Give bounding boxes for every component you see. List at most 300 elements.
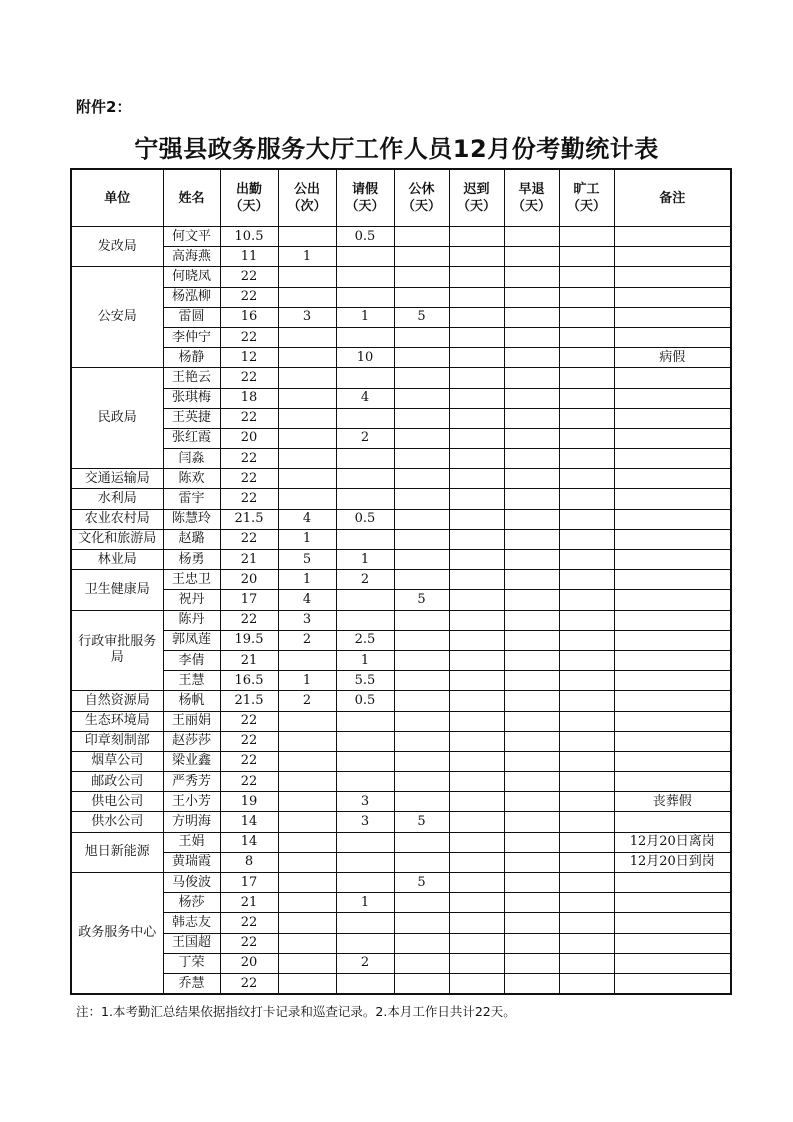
early-leave-cell xyxy=(504,489,559,509)
table-row xyxy=(71,973,731,994)
absence-cell xyxy=(559,792,614,812)
table-row xyxy=(71,630,731,650)
leave-cell xyxy=(336,852,394,872)
remark-cell xyxy=(614,630,731,650)
leave-cell xyxy=(336,247,394,267)
early-leave-cell xyxy=(504,348,559,368)
absence-cell xyxy=(559,650,614,670)
early-leave-cell xyxy=(504,953,559,973)
leave-cell xyxy=(336,913,394,933)
leave-cell xyxy=(336,449,394,469)
leave-cell xyxy=(336,469,394,489)
remark-cell xyxy=(614,590,731,610)
late-cell xyxy=(449,489,504,509)
remark-cell xyxy=(614,953,731,973)
business-trip-cell xyxy=(278,348,336,368)
leave-cell: 4 xyxy=(336,388,394,408)
business-trip-cell xyxy=(278,489,336,509)
late-cell xyxy=(449,630,504,650)
remark-cell: 丧葬假 xyxy=(614,792,731,812)
table-row xyxy=(71,408,731,428)
leave-cell: 2 xyxy=(336,953,394,973)
unit-cell: 政务服务中心 xyxy=(71,873,163,995)
leave-cell xyxy=(336,731,394,751)
unit-cell: 烟草公司 xyxy=(71,751,163,771)
absence-cell xyxy=(559,428,614,448)
late-cell xyxy=(449,287,504,307)
business-trip-cell xyxy=(278,267,336,287)
rest-cell xyxy=(394,368,449,388)
table-row xyxy=(71,852,731,872)
leave-cell: 0.5 xyxy=(336,691,394,711)
early-leave-cell xyxy=(504,630,559,650)
attendance-cell: 22 xyxy=(220,913,278,933)
early-leave-cell xyxy=(504,913,559,933)
leave-cell xyxy=(336,368,394,388)
leave-cell: 1 xyxy=(336,650,394,670)
leave-cell xyxy=(336,751,394,771)
table-row xyxy=(71,772,731,792)
unit-cell: 发改局 xyxy=(71,227,163,267)
name-cell: 雷圆 xyxy=(163,307,220,327)
leave-cell xyxy=(336,772,394,792)
attendance-cell: 18 xyxy=(220,388,278,408)
remark-cell xyxy=(614,509,731,529)
early-leave-cell xyxy=(504,550,559,570)
leave-cell xyxy=(336,489,394,509)
absence-cell xyxy=(559,691,614,711)
name-cell: 高海燕 xyxy=(163,247,220,267)
table-row xyxy=(71,267,731,287)
remark-cell xyxy=(614,671,731,691)
table-row xyxy=(71,953,731,973)
early-leave-cell xyxy=(504,893,559,913)
late-cell xyxy=(449,428,504,448)
late-cell xyxy=(449,388,504,408)
business-trip-cell xyxy=(278,852,336,872)
unit-cell: 林业局 xyxy=(71,550,163,570)
leave-cell: 1 xyxy=(336,307,394,327)
column-header-attendance: 出勤 （天） xyxy=(220,169,278,227)
attendance-cell: 22 xyxy=(220,711,278,731)
rest-cell xyxy=(394,267,449,287)
table-row xyxy=(71,287,731,307)
attendance-cell: 22 xyxy=(220,610,278,630)
leave-cell: 0.5 xyxy=(336,509,394,529)
absence-cell xyxy=(559,671,614,691)
remark-cell xyxy=(614,327,731,347)
name-cell: 郭凤莲 xyxy=(163,630,220,650)
unit-cell: 公安局 xyxy=(71,267,163,368)
absence-cell xyxy=(559,327,614,347)
early-leave-cell xyxy=(504,731,559,751)
early-leave-cell xyxy=(504,933,559,953)
late-cell xyxy=(449,711,504,731)
attendance-cell: 21 xyxy=(220,893,278,913)
absence-cell xyxy=(559,348,614,368)
leave-cell xyxy=(336,529,394,549)
absence-cell xyxy=(559,630,614,650)
remark-cell xyxy=(614,751,731,771)
business-trip-cell xyxy=(278,428,336,448)
table-row xyxy=(71,449,731,469)
remark-cell xyxy=(614,650,731,670)
late-cell xyxy=(449,812,504,832)
attendance-cell: 21 xyxy=(220,650,278,670)
name-cell: 杨泓柳 xyxy=(163,287,220,307)
table-row xyxy=(71,832,731,852)
absence-cell xyxy=(559,247,614,267)
table-row xyxy=(71,751,731,771)
leave-cell xyxy=(336,267,394,287)
late-cell xyxy=(449,772,504,792)
leave-cell xyxy=(336,287,394,307)
early-leave-cell xyxy=(504,711,559,731)
table-body xyxy=(71,227,731,995)
remark-cell xyxy=(614,873,731,893)
rest-cell xyxy=(394,610,449,630)
name-cell: 雷宇 xyxy=(163,489,220,509)
column-header-remark: 备注 xyxy=(614,169,731,227)
absence-cell xyxy=(559,731,614,751)
rest-cell xyxy=(394,711,449,731)
remark-cell xyxy=(614,731,731,751)
table-row xyxy=(71,610,731,630)
absence-cell xyxy=(559,550,614,570)
table-row xyxy=(71,812,731,832)
early-leave-cell xyxy=(504,287,559,307)
unit-cell: 生态环境局 xyxy=(71,711,163,731)
remark-cell xyxy=(614,913,731,933)
table-row xyxy=(71,691,731,711)
leave-cell xyxy=(336,973,394,994)
rest-cell xyxy=(394,428,449,448)
attendance-cell: 22 xyxy=(220,973,278,994)
business-trip-cell xyxy=(278,731,336,751)
attendance-cell: 11 xyxy=(220,247,278,267)
table-row xyxy=(71,327,731,347)
name-cell: 陈丹 xyxy=(163,610,220,630)
early-leave-cell xyxy=(504,590,559,610)
late-cell xyxy=(449,610,504,630)
remark-cell xyxy=(614,449,731,469)
absence-cell xyxy=(559,368,614,388)
remark-cell xyxy=(614,267,731,287)
remark-cell xyxy=(614,489,731,509)
business-trip-cell xyxy=(278,913,336,933)
early-leave-cell xyxy=(504,509,559,529)
rest-cell: 5 xyxy=(394,307,449,327)
rest-cell xyxy=(394,852,449,872)
remark-cell xyxy=(614,933,731,953)
business-trip-cell xyxy=(278,953,336,973)
business-trip-cell xyxy=(278,812,336,832)
remark-cell xyxy=(614,307,731,327)
name-cell: 王艳云 xyxy=(163,368,220,388)
table-row xyxy=(71,428,731,448)
early-leave-cell xyxy=(504,428,559,448)
early-leave-cell xyxy=(504,873,559,893)
rest-cell xyxy=(394,287,449,307)
business-trip-cell: 4 xyxy=(278,509,336,529)
name-cell: 赵莎莎 xyxy=(163,731,220,751)
name-cell: 李仲宁 xyxy=(163,327,220,347)
attendance-cell: 22 xyxy=(220,287,278,307)
name-cell: 严秀芳 xyxy=(163,772,220,792)
leave-cell: 3 xyxy=(336,812,394,832)
attendance-cell: 21.5 xyxy=(220,691,278,711)
rest-cell xyxy=(394,933,449,953)
name-cell: 丁荣 xyxy=(163,953,220,973)
name-cell: 闫淼 xyxy=(163,449,220,469)
early-leave-cell xyxy=(504,388,559,408)
column-header-name: 姓名 xyxy=(163,169,220,227)
name-cell: 王小芳 xyxy=(163,792,220,812)
leave-cell: 2 xyxy=(336,570,394,590)
name-cell: 王忠卫 xyxy=(163,570,220,590)
attendance-cell: 16.5 xyxy=(220,671,278,691)
remark-cell xyxy=(614,570,731,590)
late-cell xyxy=(449,570,504,590)
unit-cell: 印章刻制部 xyxy=(71,731,163,751)
leave-cell: 5.5 xyxy=(336,671,394,691)
remark-cell xyxy=(614,247,731,267)
attendance-cell: 21 xyxy=(220,550,278,570)
attendance-cell: 8 xyxy=(220,852,278,872)
leave-cell: 2.5 xyxy=(336,630,394,650)
leave-cell xyxy=(336,327,394,347)
business-trip-cell xyxy=(278,772,336,792)
column-header-late: 迟到 （天） xyxy=(449,169,504,227)
business-trip-cell xyxy=(278,973,336,994)
name-cell: 乔慧 xyxy=(163,973,220,994)
name-cell: 陈欢 xyxy=(163,469,220,489)
attachment-label: 附件2： xyxy=(76,98,132,116)
late-cell xyxy=(449,913,504,933)
business-trip-cell xyxy=(278,368,336,388)
table-row xyxy=(71,711,731,731)
remark-cell xyxy=(614,408,731,428)
leave-cell xyxy=(336,832,394,852)
early-leave-cell xyxy=(504,327,559,347)
early-leave-cell xyxy=(504,812,559,832)
table-row xyxy=(71,529,731,549)
late-cell xyxy=(449,529,504,549)
business-trip-cell xyxy=(278,751,336,771)
early-leave-cell xyxy=(504,529,559,549)
absence-cell xyxy=(559,489,614,509)
rest-cell xyxy=(394,529,449,549)
business-trip-cell: 3 xyxy=(278,610,336,630)
leave-cell: 1 xyxy=(336,893,394,913)
attendance-cell: 17 xyxy=(220,873,278,893)
absence-cell xyxy=(559,388,614,408)
early-leave-cell xyxy=(504,792,559,812)
early-leave-cell xyxy=(504,832,559,852)
attendance-cell: 14 xyxy=(220,832,278,852)
early-leave-cell xyxy=(504,852,559,872)
name-cell: 杨帆 xyxy=(163,691,220,711)
business-trip-cell: 1 xyxy=(278,570,336,590)
table-row xyxy=(71,893,731,913)
early-leave-cell xyxy=(504,570,559,590)
attendance-cell: 20 xyxy=(220,953,278,973)
rest-cell xyxy=(394,751,449,771)
absence-cell xyxy=(559,590,614,610)
table-row xyxy=(71,509,731,529)
absence-cell xyxy=(559,469,614,489)
name-cell: 杨静 xyxy=(163,348,220,368)
rest-cell xyxy=(394,913,449,933)
late-cell xyxy=(449,973,504,994)
late-cell xyxy=(449,731,504,751)
late-cell xyxy=(449,832,504,852)
attendance-cell: 10.5 xyxy=(220,227,278,247)
table-row xyxy=(71,792,731,812)
unit-cell: 自然资源局 xyxy=(71,691,163,711)
table-row xyxy=(71,469,731,489)
column-header-leave: 请假 （天） xyxy=(336,169,394,227)
business-trip-cell xyxy=(278,893,336,913)
business-trip-cell: 2 xyxy=(278,630,336,650)
table-row xyxy=(71,570,731,590)
attendance-cell: 16 xyxy=(220,307,278,327)
column-header-rest: 公休 （天） xyxy=(394,169,449,227)
early-leave-cell xyxy=(504,772,559,792)
rest-cell xyxy=(394,772,449,792)
name-cell: 赵璐 xyxy=(163,529,220,549)
rest-cell xyxy=(394,408,449,428)
late-cell xyxy=(449,348,504,368)
business-trip-cell xyxy=(278,873,336,893)
attendance-cell: 22 xyxy=(220,933,278,953)
leave-cell xyxy=(336,590,394,610)
business-trip-cell: 4 xyxy=(278,590,336,610)
table-header-row xyxy=(71,169,731,227)
remark-cell xyxy=(614,388,731,408)
leave-cell xyxy=(336,610,394,630)
attendance-cell: 22 xyxy=(220,408,278,428)
business-trip-cell xyxy=(278,287,336,307)
name-cell: 陈慧玲 xyxy=(163,509,220,529)
remark-cell xyxy=(614,287,731,307)
business-trip-cell xyxy=(278,469,336,489)
table-row xyxy=(71,348,731,368)
rest-cell xyxy=(394,630,449,650)
name-cell: 韩志友 xyxy=(163,913,220,933)
absence-cell xyxy=(559,913,614,933)
late-cell xyxy=(449,449,504,469)
rest-cell xyxy=(394,792,449,812)
table-row xyxy=(71,227,731,247)
early-leave-cell xyxy=(504,227,559,247)
unit-cell: 民政局 xyxy=(71,368,163,469)
remark-cell xyxy=(614,428,731,448)
late-cell xyxy=(449,751,504,771)
leave-cell: 0.5 xyxy=(336,227,394,247)
absence-cell xyxy=(559,408,614,428)
absence-cell xyxy=(559,267,614,287)
column-header-unit: 单位 xyxy=(71,169,163,227)
early-leave-cell xyxy=(504,610,559,630)
column-header-business-trip: 公出 （次） xyxy=(278,169,336,227)
early-leave-cell xyxy=(504,368,559,388)
early-leave-cell xyxy=(504,751,559,771)
attendance-cell: 22 xyxy=(220,449,278,469)
business-trip-cell: 2 xyxy=(278,691,336,711)
remark-cell xyxy=(614,691,731,711)
name-cell: 杨莎 xyxy=(163,893,220,913)
page-title: 宁强县政务服务大厅工作人员12月份考勤统计表 xyxy=(134,135,659,163)
late-cell xyxy=(449,873,504,893)
unit-cell: 文化和旅游局 xyxy=(71,529,163,549)
leave-cell xyxy=(336,873,394,893)
name-cell: 何晓凤 xyxy=(163,267,220,287)
leave-cell: 3 xyxy=(336,792,394,812)
unit-cell: 交通运输局 xyxy=(71,469,163,489)
absence-cell xyxy=(559,973,614,994)
rest-cell xyxy=(394,469,449,489)
table-row xyxy=(71,307,731,327)
name-cell: 王慧 xyxy=(163,671,220,691)
name-cell: 方明海 xyxy=(163,812,220,832)
absence-cell xyxy=(559,449,614,469)
rest-cell: 5 xyxy=(394,873,449,893)
table-row xyxy=(71,550,731,570)
name-cell: 张红霞 xyxy=(163,428,220,448)
rest-cell xyxy=(394,489,449,509)
unit-cell: 水利局 xyxy=(71,489,163,509)
leave-cell xyxy=(336,408,394,428)
late-cell xyxy=(449,327,504,347)
late-cell xyxy=(449,368,504,388)
attendance-cell: 22 xyxy=(220,529,278,549)
name-cell: 梁业鑫 xyxy=(163,751,220,771)
leave-cell: 10 xyxy=(336,348,394,368)
rest-cell xyxy=(394,227,449,247)
absence-cell xyxy=(559,287,614,307)
table-row xyxy=(71,388,731,408)
business-trip-cell xyxy=(278,832,336,852)
absence-cell xyxy=(559,772,614,792)
attendance-table xyxy=(70,168,732,995)
remark-cell xyxy=(614,711,731,731)
unit-cell: 供水公司 xyxy=(71,812,163,832)
attendance-cell: 22 xyxy=(220,772,278,792)
name-cell: 何文平 xyxy=(163,227,220,247)
rest-cell xyxy=(394,348,449,368)
absence-cell xyxy=(559,509,614,529)
late-cell xyxy=(449,691,504,711)
business-trip-cell: 3 xyxy=(278,307,336,327)
absence-cell xyxy=(559,832,614,852)
business-trip-cell: 1 xyxy=(278,247,336,267)
remark-cell xyxy=(614,973,731,994)
rest-cell xyxy=(394,650,449,670)
late-cell xyxy=(449,227,504,247)
early-leave-cell xyxy=(504,650,559,670)
early-leave-cell xyxy=(504,671,559,691)
unit-cell: 旭日新能源 xyxy=(71,832,163,872)
absence-cell xyxy=(559,852,614,872)
rest-cell xyxy=(394,327,449,347)
late-cell xyxy=(449,247,504,267)
late-cell xyxy=(449,893,504,913)
absence-cell xyxy=(559,893,614,913)
rest-cell xyxy=(394,953,449,973)
remark-cell xyxy=(614,529,731,549)
attendance-cell: 19.5 xyxy=(220,630,278,650)
